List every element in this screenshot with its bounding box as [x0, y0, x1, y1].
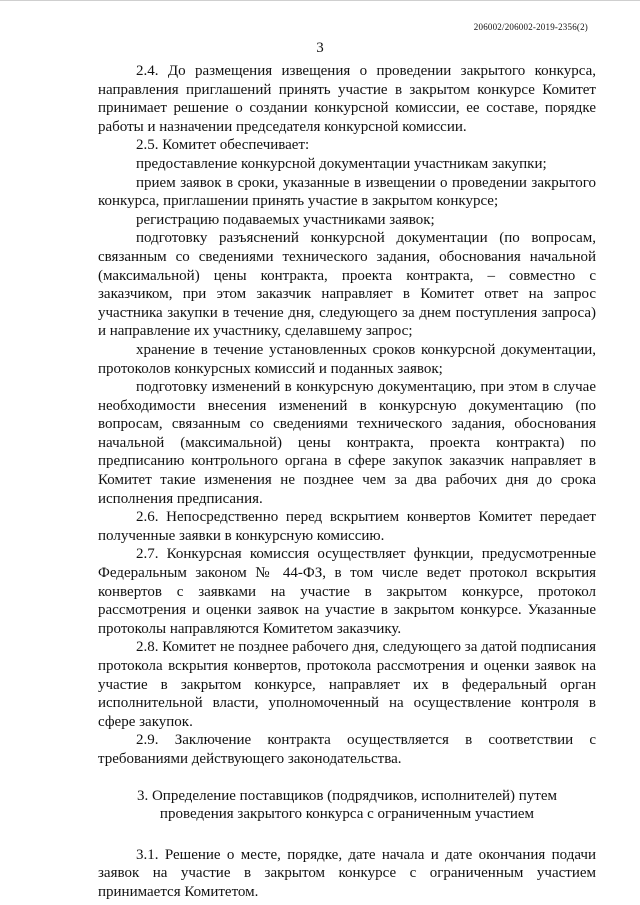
page-number: 3	[316, 40, 324, 56]
list-item-clarifications: подготовку разъяснений конкурсной документации (по вопросам, связанным со сведениями технического задания, обоснования начальной (максимальной) цены контракта, проекта контракта, – совместно с заказчиком, при этом заказчик направляет в Комитет ответ на запрос участника закупки в течение дня, следующего за днем поступления запроса) и направление их участнику, сделавшему запрос;	[98, 230, 596, 340]
document-id: 206002/206002-2019-2356(2)	[473, 22, 588, 32]
paragraph-2-4: 2.4. До размещения извещения о проведении закрытого конкурса, направления приглашений принять участие в закрытом конкурсе Комитет принимает решение о создании конкурсной комиссии, ее составе, порядке работы и назначении председателя конкурсной комиссии.	[98, 63, 596, 135]
list-item-documentation: предоставление конкурсной документации участникам закупки;	[136, 155, 547, 172]
paragraph-2-6: 2.6. Непосредственно перед вскрытием конвертов Комитет передает полученные заявки в конкурсную комиссию.	[98, 509, 596, 544]
list-item-applications: прием заявок в сроки, указанные в извещении о проведении закрытого конкурса, приглашении принять участие в закрытом конкурсе;	[98, 174, 596, 210]
document-body	[98, 62, 596, 902]
scan-top-edge	[0, 0, 640, 7]
list-item-registration: регистрацию подаваемых участниками заявок;	[136, 211, 435, 228]
paragraph-2-9: 2.9. Заключение контракта осуществляется в соответствии с требованиями действующего законодательства.	[98, 732, 596, 767]
paragraph-3-1: 3.1. Решение о месте, порядке, дате начала и дате окончания подачи заявок на участие в закрытом конкурсе с ограниченным участием принимается Комитетом.	[98, 846, 596, 900]
list-item-changes: подготовку изменений в конкурсную документацию, при этом в случае необходимости внесения изменений в конкурсную документацию (по вопросам, связанным со сведениями технического задания, обоснования начальной (максимальной) цены контракта, проекта контракта) по предписанию контрольного органа в сфере закупок заказчик направляет в Комитет такие изменения не позднее чем за два рабочих дня до срока исполнения предписания.	[98, 379, 596, 507]
section-3-heading: 3. Определение поставщиков (подрядчиков, исполнителей) путем проведения закрытого конкурса с ограниченным участием	[136, 787, 558, 823]
list-item-storage: хранение в течение установленных сроков конкурсной документации, протоколов конкурсных комиссий и поданных заявок;	[98, 341, 596, 377]
paragraph-2-8: 2.8. Комитет не позднее рабочего дня, следующего за датой подписания протокола вскрытия конвертов, протокола рассмотрения и оценки заявок на участие в закрытом конкурсе, направляет их в федеральный орган исполнительной власти, уполномоченный на осуществление контроля в сфере закупок.	[98, 639, 596, 730]
paragraph-2-7: 2.7. Конкурсная комиссия осуществляет функции, предусмотренные Федеральным законом № 44-ФЗ, в том числе ведет протокол вскрытия конвертов с заявками на участие в закрытом конкурсе, протокол рассмотрения и оценки заявок на участие в закрытом конкурсе. Указанные протоколы направляются Комитетом заказчику.	[98, 546, 596, 637]
paragraph-2-5: 2.5. Комитет обеспечивает:	[136, 137, 310, 154]
